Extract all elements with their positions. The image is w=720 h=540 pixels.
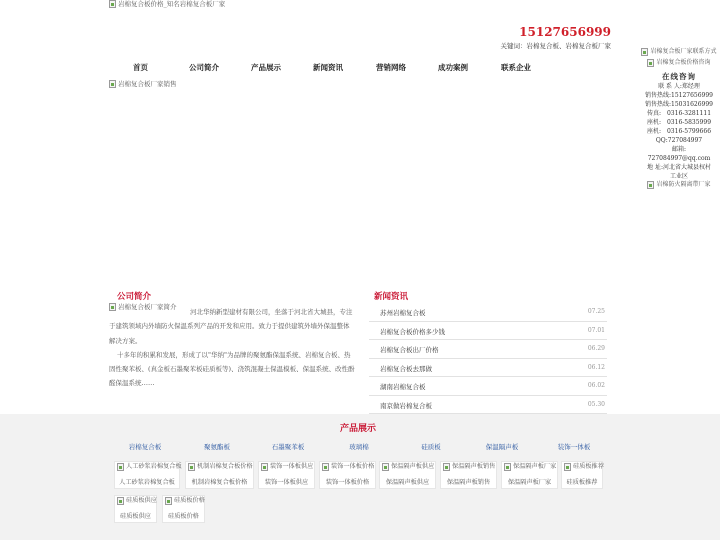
news-item-date: 07.01 (587, 326, 605, 334)
sidebar-title: 在线咨询 (662, 72, 696, 81)
broken-image-icon (504, 463, 511, 471)
product-image-alt: 机制岩棉复合板价格 (197, 463, 253, 470)
about-image[interactable] (109, 303, 177, 311)
product-category[interactable]: 装饰一体板 (557, 443, 591, 451)
broken-image-icon (443, 463, 450, 471)
product-caption[interactable]: 硅质板价格 (168, 513, 199, 520)
sidebar-firebreak-image-alt: 岩棉防火隔离带厂家 (656, 181, 711, 188)
product-caption[interactable]: 人工砂浆岩棉复合板 (119, 479, 175, 486)
landline-1: 座机: 0316-5835999 (646, 119, 712, 126)
product-image-alt: 保温隔声板厂家 (513, 463, 557, 470)
banner-image[interactable] (109, 80, 177, 88)
product-image-alt: 硅质板价格 (174, 497, 205, 504)
nav-item-about[interactable]: 公司简介 (189, 63, 219, 72)
main-nav (109, 62, 611, 72)
broken-image-icon (261, 463, 268, 471)
product-card[interactable] (379, 461, 436, 489)
news-item[interactable] (369, 359, 607, 378)
sales-hotline-2: 销售热线:15031626999 (644, 101, 713, 108)
nav-item-news[interactable]: 新闻资讯 (313, 63, 343, 72)
about-image-alt: 岩棉复合板厂家简介 (118, 303, 177, 311)
product-category[interactable]: 玻璃棉 (349, 443, 369, 451)
product-card[interactable] (185, 461, 254, 489)
nav-item-cases[interactable]: 成功案例 (438, 63, 468, 72)
address-line-2: 工业区 (669, 173, 688, 180)
product-image[interactable] (165, 497, 205, 505)
banner-alt: 岩棉复合板厂家销售 (118, 80, 177, 88)
product-image[interactable] (382, 463, 434, 471)
sidebar-contact-image[interactable] (641, 48, 716, 56)
nav-item-contact[interactable]: 联系企业 (501, 63, 531, 72)
news-item-title[interactable]: 南京做岩棉复合板 (380, 401, 432, 410)
news-item-title[interactable]: 苏州岩棉复合板 (380, 309, 426, 317)
news-item-date: 06.12 (587, 363, 605, 371)
product-image-alt: 装饰一体板供应 (270, 463, 314, 470)
news-item[interactable] (369, 377, 607, 396)
product-category[interactable]: 保温隔声板 (485, 443, 519, 451)
sidebar-firebreak-image[interactable] (647, 181, 710, 189)
product-image-alt: 硅质板供应 (126, 497, 157, 504)
product-category[interactable]: 硅质板 (421, 443, 441, 451)
product-category-tabs (0, 442, 720, 452)
news-item[interactable] (369, 396, 607, 415)
site-logo-alt: 岩棉复合板价格_知名岩棉复合板厂家 (118, 0, 226, 8)
about-paragraph-2: 十多年的积累和发展，形成了以"华纳"为品牌的聚氨酯保温系统、岩棉复合板、热固性聚苯板、(真金板石墨聚苯板硅质板等)、浇筑混凝土保温模板、保温系统、改性酚醛保温系统…… (109, 350, 355, 388)
product-image-alt: 人工砂浆岩棉复合板 (126, 463, 182, 470)
news-item[interactable] (369, 303, 607, 322)
news-item-date: 07.25 (587, 308, 605, 315)
broken-image-icon (165, 497, 172, 505)
product-caption[interactable]: 装饰一体板供应 (264, 479, 309, 486)
product-card[interactable] (501, 461, 558, 489)
broken-image-icon (109, 303, 116, 311)
product-image[interactable] (564, 463, 604, 471)
news-item-date: 06.29 (587, 345, 605, 352)
qq: QQ:727084997 (655, 137, 703, 144)
email-value[interactable]: 727084997@qq.com (647, 155, 711, 162)
about-title[interactable]: 公司简介 (117, 292, 152, 302)
news-title[interactable]: 新闻资讯 (374, 292, 409, 302)
product-card[interactable] (114, 461, 180, 489)
broken-image-icon (564, 463, 571, 471)
nav-item-products[interactable]: 产品展示 (251, 63, 281, 72)
product-card[interactable] (162, 495, 205, 523)
broken-image-icon (117, 463, 124, 471)
news-item-title[interactable]: 湖南岩棉复合板 (380, 383, 426, 391)
product-image[interactable] (188, 463, 253, 471)
broken-image-icon (647, 59, 654, 67)
product-card[interactable] (258, 461, 315, 489)
landline-2: 座机: 0316-5799666 (646, 128, 712, 135)
product-image[interactable] (117, 463, 182, 471)
products-section (0, 414, 720, 540)
product-card[interactable] (114, 495, 157, 523)
products-title[interactable]: 产品展示 (340, 424, 377, 434)
site-logo[interactable] (109, 0, 225, 8)
news-item-date: 05.30 (587, 400, 605, 408)
broken-image-icon (109, 80, 116, 88)
contact-sidebar (640, 48, 718, 191)
product-image[interactable] (322, 463, 374, 471)
product-caption[interactable]: 保温隔声板销售 (446, 479, 491, 486)
product-image-alt: 保温隔声板销售 (452, 463, 496, 470)
broken-image-icon (188, 463, 195, 471)
broken-image-icon (382, 463, 389, 471)
contact-person: 联 系 人:郑经理 (658, 83, 700, 90)
product-caption[interactable]: 装饰一体板价格 (325, 479, 370, 486)
sidebar-price-image[interactable] (647, 59, 710, 67)
product-image-alt: 硅质板推荐 (573, 463, 604, 470)
nav-item-network[interactable]: 营销网络 (376, 63, 406, 72)
broken-image-icon (109, 0, 116, 8)
product-caption[interactable]: 硅质板供应 (120, 513, 151, 520)
product-card[interactable] (319, 461, 376, 489)
news-item-title[interactable]: 岩棉复合板价格多少钱 (380, 327, 445, 336)
address-line-1: 地 址:河北省大城县权村 (647, 164, 711, 171)
product-category[interactable]: 岩棉复合板 (128, 443, 162, 451)
product-caption[interactable]: 保温隔声板供应 (385, 479, 430, 486)
product-caption[interactable]: 硅质板推荐 (566, 479, 598, 486)
about-paragraph-1: 河北华纳新型建材有限公司，坐落于河北省大城县，专注于建筑领域内外墙防火保温系列产品的开发和应用。致力于提供建筑外墙外保温整体解决方案。 (109, 308, 353, 345)
sidebar-contact-image-alt: 岩棉复合板厂家联系方式 (650, 48, 717, 55)
product-image-alt: 保温隔声板供应 (391, 463, 435, 470)
product-caption[interactable]: 保温隔声板厂家 (507, 479, 552, 486)
product-image[interactable] (261, 463, 313, 471)
product-image[interactable] (443, 463, 495, 471)
news-item-title[interactable]: 岩棉复合板出厂价格 (380, 346, 439, 354)
product-image-alt: 装饰一体板价格 (331, 463, 375, 470)
sales-hotline-1: 销售热线:15127656999 (644, 92, 713, 99)
news-item-date: 06.02 (587, 382, 605, 389)
product-category[interactable]: 聚氨酯板 (204, 443, 230, 451)
product-card[interactable] (440, 461, 497, 489)
broken-image-icon (322, 463, 329, 471)
news-item-title[interactable]: 岩棉复合板去那做 (380, 364, 432, 373)
news-item[interactable] (369, 322, 607, 341)
sidebar-price-image-alt: 岩棉复合板价格咨询 (656, 59, 711, 66)
about-text (109, 305, 355, 391)
broken-image-icon (641, 48, 648, 56)
news-list (369, 303, 607, 414)
product-card[interactable] (561, 461, 603, 489)
email-label: 邮箱: (671, 146, 687, 153)
product-caption[interactable]: 机制岩棉复合板价格 (191, 479, 248, 486)
product-image[interactable] (504, 463, 556, 471)
news-item[interactable] (369, 340, 607, 359)
fax: 传真: 0316-3281111 (646, 110, 712, 117)
keywords-text: 关键词：岩棉复合板、岩棉复合板厂家 (500, 42, 611, 50)
product-image[interactable] (117, 497, 157, 505)
nav-item-home[interactable]: 首页 (133, 63, 148, 72)
broken-image-icon (647, 181, 654, 189)
hotline-phone: 15127656999 (519, 25, 611, 39)
product-category[interactable]: 石墨聚苯板 (271, 443, 305, 451)
broken-image-icon (117, 497, 124, 505)
